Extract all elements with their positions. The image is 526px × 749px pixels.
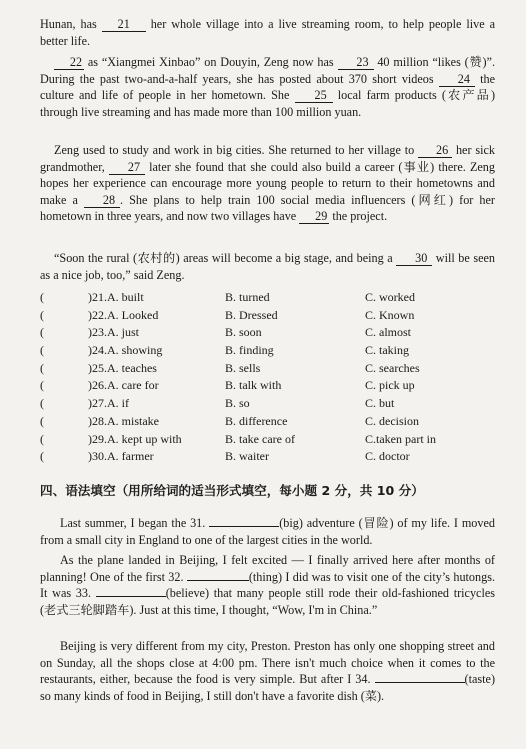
option-c[interactable]: C. Known xyxy=(365,307,415,322)
blank-26[interactable]: 26 xyxy=(418,144,452,158)
blank-33[interactable] xyxy=(96,596,166,597)
option-b[interactable]: B. finding xyxy=(225,343,274,358)
option-b[interactable]: B. turned xyxy=(225,290,270,304)
passage-paragraph-2 xyxy=(40,54,495,120)
option-b[interactable]: B. waiter xyxy=(225,449,269,464)
blank-29[interactable]: 29 xyxy=(299,210,329,224)
answer-paren[interactable]: ( xyxy=(40,307,44,322)
option-c[interactable]: C. doctor xyxy=(365,449,410,464)
text: . She plans to help train 100 social media influencers (网红) for her hometown in three years, and now two villages have xyxy=(40,192,495,224)
grammar-paragraph-2 xyxy=(40,552,495,618)
option-a[interactable]: )26.A. care for xyxy=(88,378,159,393)
text: as “Xiangmei Xinbao” on Douyin, Zeng now has xyxy=(84,55,338,69)
option-c[interactable]: C. pick up xyxy=(365,378,415,393)
option-a[interactable]: )22.A. Looked xyxy=(88,307,159,322)
option-a[interactable]: )28.A. mistake xyxy=(88,413,159,428)
option-row-29 xyxy=(40,432,510,450)
option-row-28 xyxy=(40,414,510,432)
blank-25[interactable]: 25 xyxy=(295,89,333,103)
text: Beijing is very different from my city, Preston. Preston has only one shopping street and on Sunday, all the shops close at 4:00 pm. There isn't much choice when it comes to the restaurants, either, because the food is very simple. But after I 34. xyxy=(40,639,495,687)
answer-paren[interactable]: ( xyxy=(40,449,44,464)
option-b[interactable]: B. sells xyxy=(225,360,261,375)
option-row-26 xyxy=(40,378,510,396)
option-row-23 xyxy=(40,325,510,343)
text: the culture and life of people in her hometown. She xyxy=(40,71,495,103)
option-c[interactable]: C.taken part in xyxy=(365,431,436,446)
blank-21[interactable]: 21 xyxy=(102,18,146,32)
answer-paren[interactable]: ( xyxy=(40,396,44,411)
option-c[interactable]: C. but xyxy=(365,396,395,411)
option-c[interactable]: C. taking xyxy=(365,343,409,358)
answer-paren[interactable]: ( xyxy=(40,325,44,340)
answer-paren[interactable]: ( xyxy=(40,360,44,375)
blank-31[interactable] xyxy=(209,526,279,527)
option-row-25 xyxy=(40,361,510,379)
option-b[interactable]: B. soon xyxy=(225,325,262,340)
grammar-paragraph-3 xyxy=(40,638,495,704)
grammar-paragraph-1 xyxy=(40,515,495,548)
option-b[interactable]: B. difference xyxy=(225,413,288,428)
option-c[interactable]: C. searches xyxy=(365,360,420,375)
passage-paragraph-1 xyxy=(40,16,495,49)
answer-paren[interactable]: ( xyxy=(40,290,44,304)
blank-24[interactable]: 24 xyxy=(439,73,475,87)
option-a[interactable]: )21.A. built xyxy=(88,290,144,304)
option-b[interactable]: B. Dressed xyxy=(225,307,278,322)
option-a[interactable]: )30.A. farmer xyxy=(88,449,154,464)
options-list xyxy=(40,290,510,467)
option-row-24 xyxy=(40,343,510,361)
blank-22[interactable]: 22 xyxy=(54,56,84,70)
section-4-heading: 四、语法填空（用所给词的适当形式填空，每小题 2 分，共 10 分） xyxy=(40,483,424,498)
text: Zeng used to study and work in big cities. She returned to her village to xyxy=(54,143,419,157)
option-a[interactable]: )24.A. showing xyxy=(88,343,163,358)
text: “Soon the rural (农村的) areas will become a big stage, and being a xyxy=(54,251,397,265)
text: Hunan, has xyxy=(40,17,102,31)
passage-paragraph-3 xyxy=(40,142,495,225)
option-a[interactable]: )29.A. kept up with xyxy=(88,431,182,446)
text: will be seen as a nice job, too,” said Zeng. xyxy=(40,251,495,282)
answer-paren[interactable]: ( xyxy=(40,413,44,428)
option-c[interactable]: C. decision xyxy=(365,413,419,428)
text: As the plane landed in Beijing, I felt excited — I finally arrived here after months of planning! One of the first 32. xyxy=(40,553,495,584)
text: Last summer, I began the 31. xyxy=(60,516,210,530)
blank-23[interactable]: 23 xyxy=(338,56,374,70)
blank-30[interactable]: 30 xyxy=(396,252,432,266)
option-c[interactable]: C. worked xyxy=(365,290,415,304)
option-row-22 xyxy=(40,308,510,326)
text: (thing) I did was to visit one of the city’s hutongs. It was 33. xyxy=(40,569,495,601)
blank-32[interactable] xyxy=(187,580,249,581)
text: the project. xyxy=(329,209,388,224)
passage-paragraph-4 xyxy=(40,250,495,283)
option-a[interactable]: )25.A. teaches xyxy=(88,360,157,375)
blank-27[interactable]: 27 xyxy=(109,161,145,175)
option-row-30 xyxy=(40,449,510,467)
option-c[interactable]: C. almost xyxy=(365,325,412,340)
blank-28[interactable]: 28 xyxy=(84,194,120,208)
option-row-27 xyxy=(40,396,510,414)
text: (taste) so many kinds of food in Beijing, I still don't have a favorite dish (菜). xyxy=(40,672,495,703)
blank-34[interactable] xyxy=(375,682,465,683)
text: (believe) that many people still rode their old-fashioned tricycles (老式三轮脚踏车). Just at this time, I thought, “Wow, I'm in China.” xyxy=(40,586,495,617)
option-b[interactable]: B. so xyxy=(225,396,250,411)
text: her sick grandmother, xyxy=(40,143,495,174)
text: (big) adventure (冒险) of my life. I moved from a small city in England to one of the largest cities in the world. xyxy=(40,516,495,547)
option-a[interactable]: )23.A. just xyxy=(88,325,139,340)
option-b[interactable]: B. talk with xyxy=(225,378,282,393)
answer-paren[interactable]: ( xyxy=(40,343,44,358)
answer-paren[interactable]: ( xyxy=(40,378,44,393)
text: local farm products (农产品) through live streaming and has made more than 100 million yuan. xyxy=(40,88,496,119)
text: her whole village into a live streaming room, to help people live a better life. xyxy=(40,17,495,48)
text: later she found that she could also build a career (事业) there. Zeng hopes her experience can encourage more young people to return to their hometowns and make a xyxy=(40,159,495,207)
option-b[interactable]: B. take care of xyxy=(225,431,295,446)
option-a[interactable]: )27.A. if xyxy=(88,396,129,411)
text: 40 million “likes (赞)”. During the past two-and-a-half years, she has posted about 370 short videos xyxy=(40,55,496,86)
option-row-21 xyxy=(40,290,510,308)
answer-paren[interactable]: ( xyxy=(40,431,44,446)
